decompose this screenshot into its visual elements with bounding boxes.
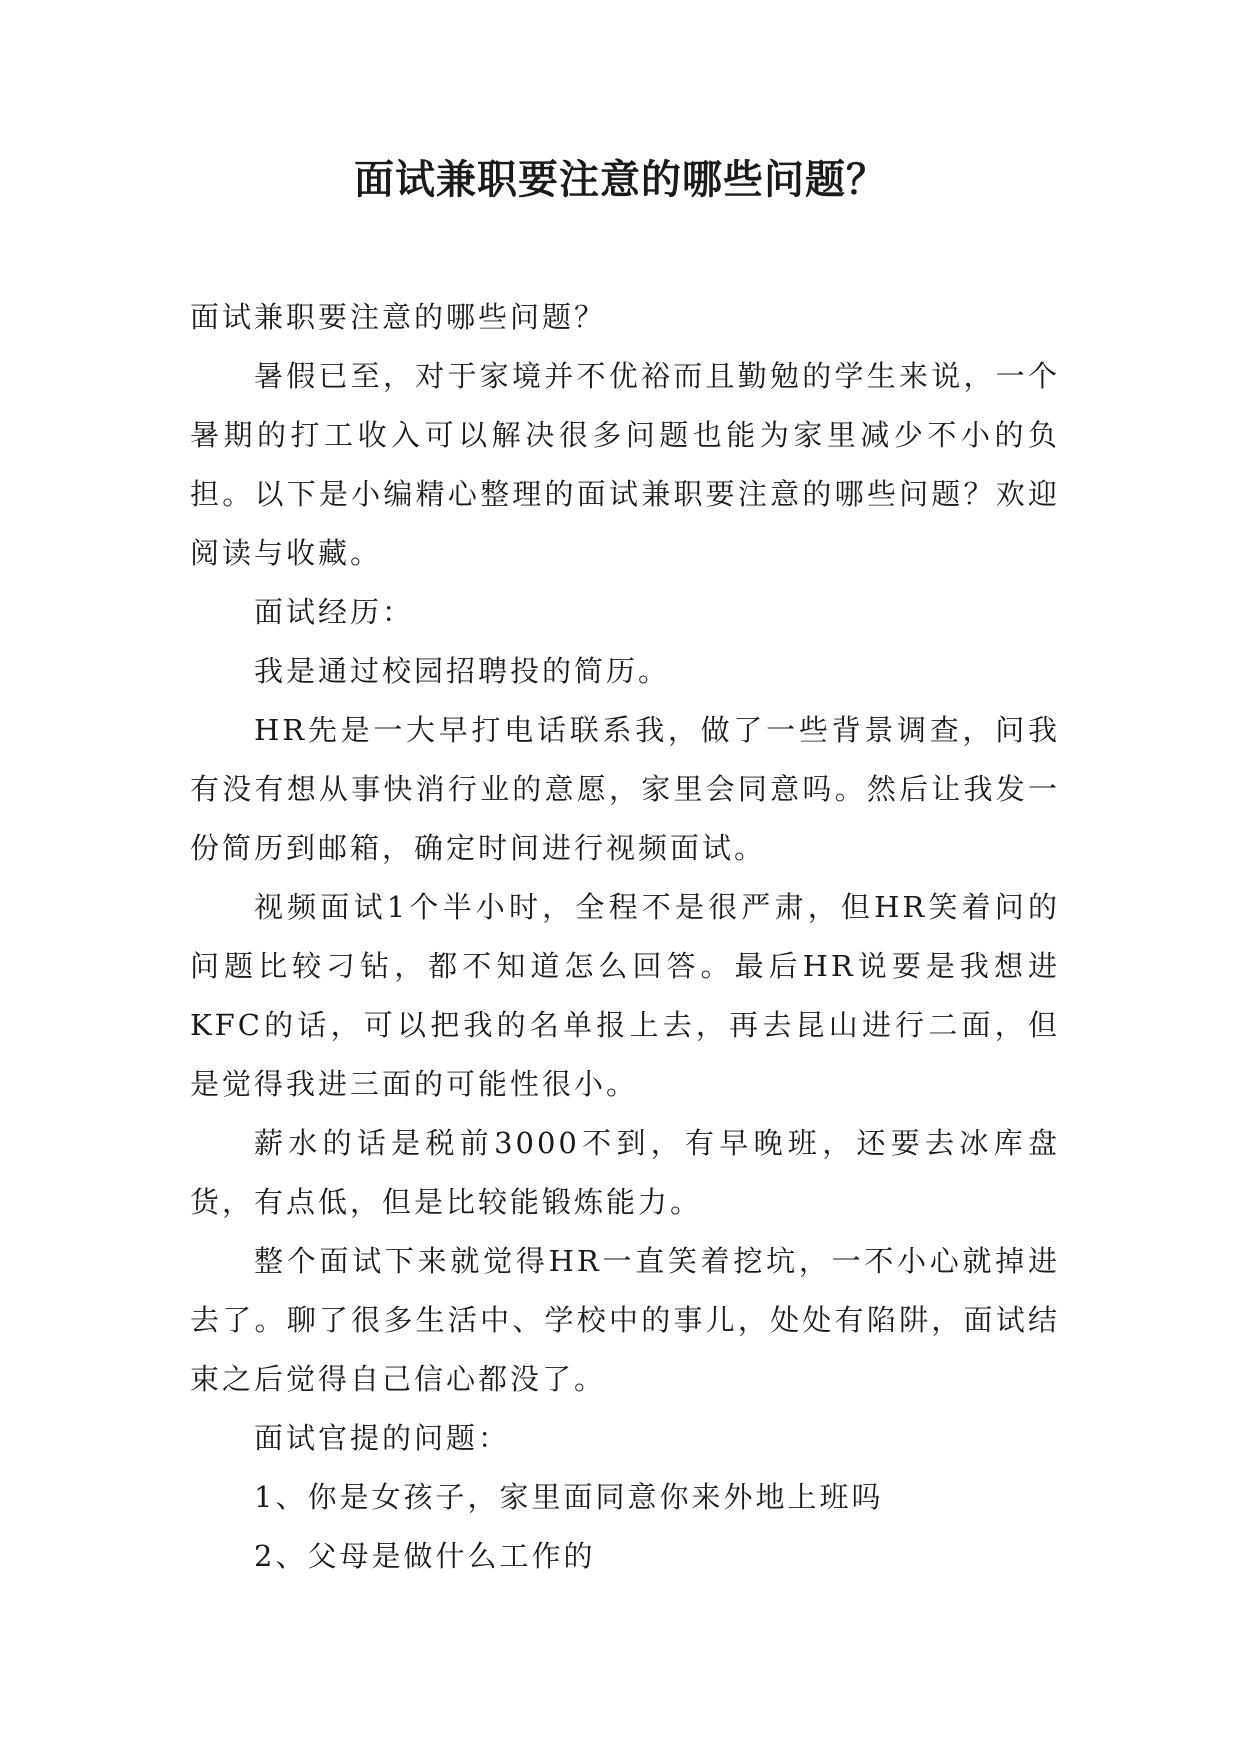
paragraph: 薪水的话是税前3000不到，有早晚班，还要去冰库盘货，有点低，但是比较能锻炼能力。 — [190, 1126, 1060, 1219]
list-item: 1、你是女孩子，家里面同意你来外地上班吗 — [254, 1480, 884, 1514]
document-body — [190, 288, 1060, 1586]
paragraph: 视频面试1个半小时，全程不是很严肃，但HR笑着问的问题比较刁钻，都不知道怎么回答。最后HR说要是我想进KFC的话，可以把我的名单报上去，再去昆山进行二面，但是觉得我进三面的可能性很小。 — [190, 890, 1060, 1101]
paragraph: 我是通过校园招聘投的简历。 — [254, 654, 671, 688]
paragraph-heading: 面试兼职要注意的哪些问题？ — [190, 300, 607, 334]
document-title: 面试兼职要注意的哪些问题？ — [354, 156, 887, 203]
paragraph-intro: 暑假已至，对于家境并不优裕而且勤勉的学生来说，一个暑期的打工收入可以解决很多问题也能为家里减少不小的负担。以下是小编精心整理的面试兼职要注意的哪些问题？欢迎阅读与收藏。 — [190, 359, 1060, 570]
paragraph: 整个面试下来就觉得HR一直笑着挖坑，一不小心就掉进去了。聊了很多生活中、学校中的事儿，处处有陷阱，面试结束之后觉得自己信心都没了。 — [190, 1244, 1060, 1396]
paragraph: HR先是一大早打电话联系我，做了一些背景调查，问我有没有想从事快消行业的意愿，家里会同意吗。然后让我发一份简历到邮箱，确定时间进行视频面试。 — [190, 713, 1060, 865]
paragraph-section-label: 面试官提的问题： — [254, 1421, 511, 1455]
list-item: 2、父母是做什么工作的 — [254, 1539, 596, 1573]
paragraph-section-label: 面试经历： — [254, 595, 415, 629]
